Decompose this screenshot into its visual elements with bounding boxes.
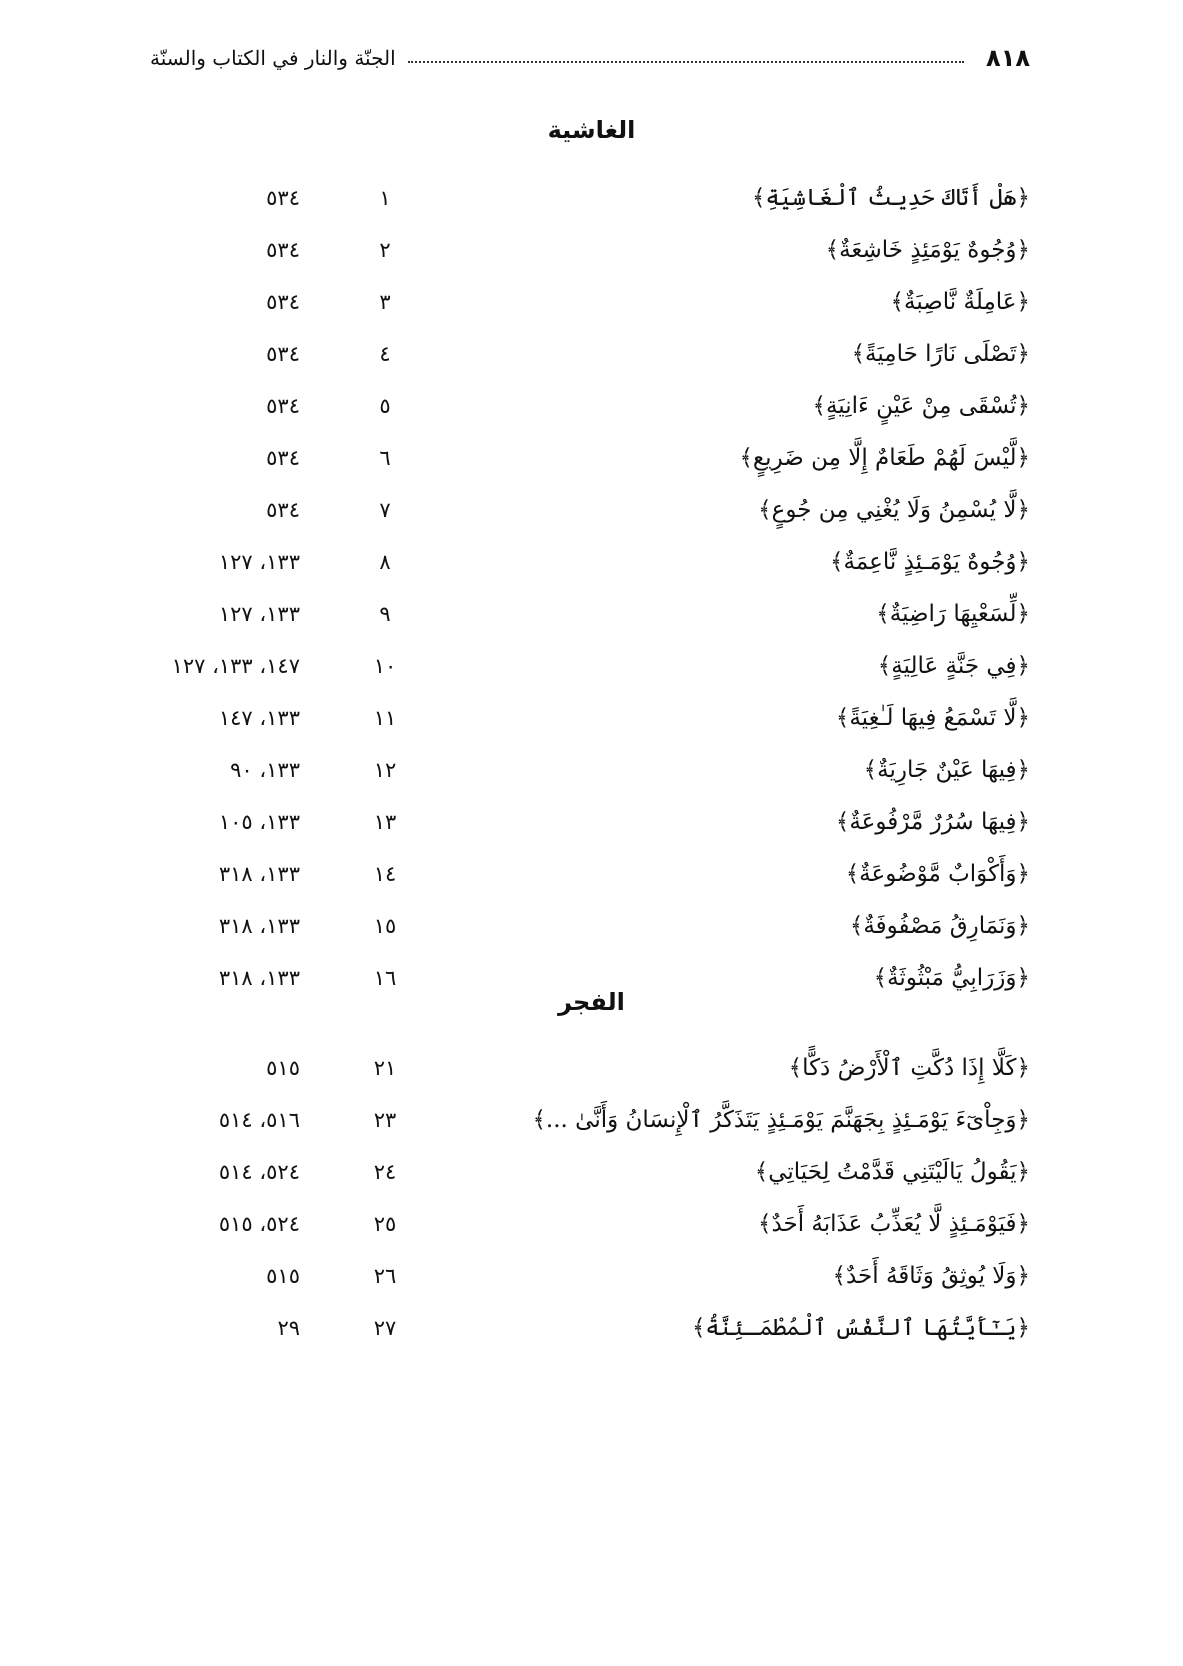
page-references: ٥١٥ — [266, 1264, 300, 1288]
page-references: ١٤٧، ١٣٣، ١٢٧ — [171, 654, 300, 678]
page-references: ١٣٣، ٣١٨ — [218, 914, 300, 938]
index-row — [150, 276, 1030, 328]
index-row — [150, 1250, 1030, 1302]
verse-text: ﴿تَصْلَى نَارًا حَامِيَةً﴾ — [851, 341, 1030, 367]
verse-text: ﴿عَامِلَةٌ نَّاصِبَةٌ﴾ — [890, 289, 1030, 315]
page-references: ٥١٥ — [266, 1056, 300, 1080]
page-references: ٥٢٤، ٥١٤ — [218, 1160, 300, 1184]
index-row — [150, 536, 1030, 588]
ayah-number: ١٠ — [373, 654, 397, 678]
verse-text: ﴿يَـٰٓأَيَّتُهَا ٱلنَّفْسُ ٱلْمُطْمَـئِنَّةُ﴾ — [691, 1315, 1030, 1341]
verse-text: ﴿لَّا تَسْمَعُ فِيهَا لَـٰغِيَةً﴾ — [835, 705, 1030, 731]
verse-text: ﴿يَقُولُ يَالَيْتَنِي قَدَّمْتُ لِحَيَاتِي﴾ — [754, 1159, 1030, 1185]
index-row — [150, 588, 1030, 640]
verse-text: ﴿وُجُوهٌ يَوْمَئِذٍ خَاشِعَةٌ﴾ — [825, 237, 1030, 263]
verse-text: ﴿فِي جَنَّةٍ عَالِيَةٍ﴾ — [877, 653, 1030, 679]
verse-text: ﴿وُجُوهٌ يَوْمَـئِذٍ نَّاعِمَةٌ﴾ — [830, 549, 1030, 575]
ayah-number: ٢٦ — [373, 1264, 397, 1288]
ayah-number: ٣ — [379, 290, 391, 314]
page-references: ١٣٣، ١٤٧ — [218, 706, 300, 730]
ayah-number: ١٥ — [373, 914, 397, 938]
ayah-number: ٦ — [379, 446, 391, 470]
index-row — [150, 328, 1030, 380]
page-references: ٥٣٤ — [266, 498, 300, 522]
page-number: ٨١٨ — [986, 44, 1030, 72]
ayah-number: ٢٤ — [373, 1160, 397, 1184]
page-references: ٥٣٤ — [266, 290, 300, 314]
running-header — [150, 40, 1030, 76]
ayah-number: ١ — [379, 186, 391, 210]
index-row — [150, 432, 1030, 484]
index-row — [150, 744, 1030, 796]
verse-text: ﴿تُسْقَى مِنْ عَيْنٍ ءَانِيَةٍ﴾ — [812, 393, 1030, 419]
verse-text: ﴿كَلَّا إِذَا دُكَّتِ ٱلْأَرْضُ دَكًّا﴾ — [788, 1055, 1030, 1081]
page-references: ١٣٣، ١٢٧ — [218, 602, 300, 626]
verse-text: ﴿لَّا يُسْمِنُ وَلَا يُغْنِي مِن جُوعٍ﴾ — [758, 497, 1030, 523]
ayah-number: ٧ — [379, 498, 391, 522]
page-references: ٢٩ — [277, 1316, 300, 1340]
index-row — [150, 900, 1030, 952]
book-title: الجنّة والنار في الكتاب والسنّة — [150, 46, 396, 70]
ayah-number: ٩ — [379, 602, 391, 626]
verse-text: ﴿فِيهَا عَيْنٌ جَارِيَةٌ﴾ — [863, 757, 1030, 783]
page-references: ٥٣٤ — [266, 394, 300, 418]
index-row — [150, 172, 1030, 224]
page-references: ١٣٣، ٣١٨ — [218, 966, 300, 990]
ayah-number: ٥ — [379, 394, 391, 418]
page-references: ٥٣٤ — [266, 186, 300, 210]
index-row — [150, 484, 1030, 536]
verse-text: ﴿لِّسَعْيِهَا رَاضِيَةٌ﴾ — [876, 601, 1030, 627]
ayah-number: ١٢ — [373, 758, 397, 782]
verse-text: ﴿هَلْ أَتَاكَ حَدِيثُ ٱلْغَاشِيَةِ﴾ — [752, 185, 1030, 211]
index-row — [150, 1094, 1030, 1146]
verse-index-ghashiya — [150, 172, 1030, 1004]
section-title-ghashiya: الغاشية — [547, 116, 636, 144]
header-leader-dots — [408, 61, 964, 63]
verse-index-fajr — [150, 1042, 1030, 1354]
page-references: ١٣٣، ١٢٧ — [218, 550, 300, 574]
verse-text: ﴿فِيهَا سُرُرٌ مَّرْفُوعَةٌ﴾ — [835, 809, 1030, 835]
index-row — [150, 640, 1030, 692]
ayah-number: ٢٧ — [373, 1316, 397, 1340]
verse-text: ﴿وَأَكْوَابٌ مَّوْضُوعَةٌ﴾ — [845, 861, 1030, 887]
verse-text: ﴿وَلَا يُوثِقُ وَثَاقَهُ أَحَدٌ﴾ — [832, 1263, 1030, 1289]
section-title-fajr: الفجر — [558, 988, 625, 1016]
ayah-number: ٨ — [379, 550, 391, 574]
ayah-number: ١١ — [373, 706, 397, 730]
index-row — [150, 1042, 1030, 1094]
page-references: ١٣٣، ٣١٨ — [218, 862, 300, 886]
ayah-number: ٤ — [379, 342, 391, 366]
ayah-number: ١٤ — [373, 862, 397, 886]
page-references: ٥٢٤، ٥١٥ — [218, 1212, 300, 1236]
page-references: ٥١٦، ٥١٤ — [218, 1108, 300, 1132]
ayah-number: ٢٥ — [373, 1212, 397, 1236]
index-row — [150, 796, 1030, 848]
ayah-number: ٢٣ — [373, 1108, 397, 1132]
index-row — [150, 1302, 1030, 1354]
index-row — [150, 224, 1030, 276]
verse-text: ﴿وَنَمَارِقُ مَصْفُوفَةٌ﴾ — [849, 913, 1030, 939]
index-row — [150, 1146, 1030, 1198]
page-references: ١٣٣، ٩٠ — [230, 758, 300, 782]
verse-text: ﴿وَزَرَابِيُّ مَبْثُوثَةٌ﴾ — [873, 965, 1030, 991]
ayah-number: ١٦ — [373, 966, 397, 990]
index-row — [150, 1198, 1030, 1250]
verse-text: ﴿وَجِاْىٓءَ يَوْمَـئِذٍ بِجَهَنَّمَ يَوْمَـئِذٍ يَتَذَكَّرُ ٱلْإِنسَانُ وَأَنَّىٰ ...﴾ — [532, 1107, 1030, 1133]
page-references: ٥٣٤ — [266, 446, 300, 470]
verse-text: ﴿لَّيْسَ لَهُمْ طَعَامٌ إِلَّا مِن ضَرِيعٍ﴾ — [739, 445, 1030, 471]
ayah-number: ٢ — [379, 238, 391, 262]
index-row — [150, 848, 1030, 900]
ayah-number: ١٣ — [373, 810, 397, 834]
verse-text: ﴿فَيَوْمَـئِذٍ لَّا يُعَذِّبُ عَذَابَهُ أَحَدٌ﴾ — [757, 1211, 1030, 1237]
page-references: ٥٣٤ — [266, 342, 300, 366]
page-references: ١٣٣، ١٠٥ — [218, 810, 300, 834]
ayah-number: ٢١ — [373, 1056, 397, 1080]
index-row — [150, 380, 1030, 432]
index-row — [150, 692, 1030, 744]
page-references: ٥٣٤ — [266, 238, 300, 262]
